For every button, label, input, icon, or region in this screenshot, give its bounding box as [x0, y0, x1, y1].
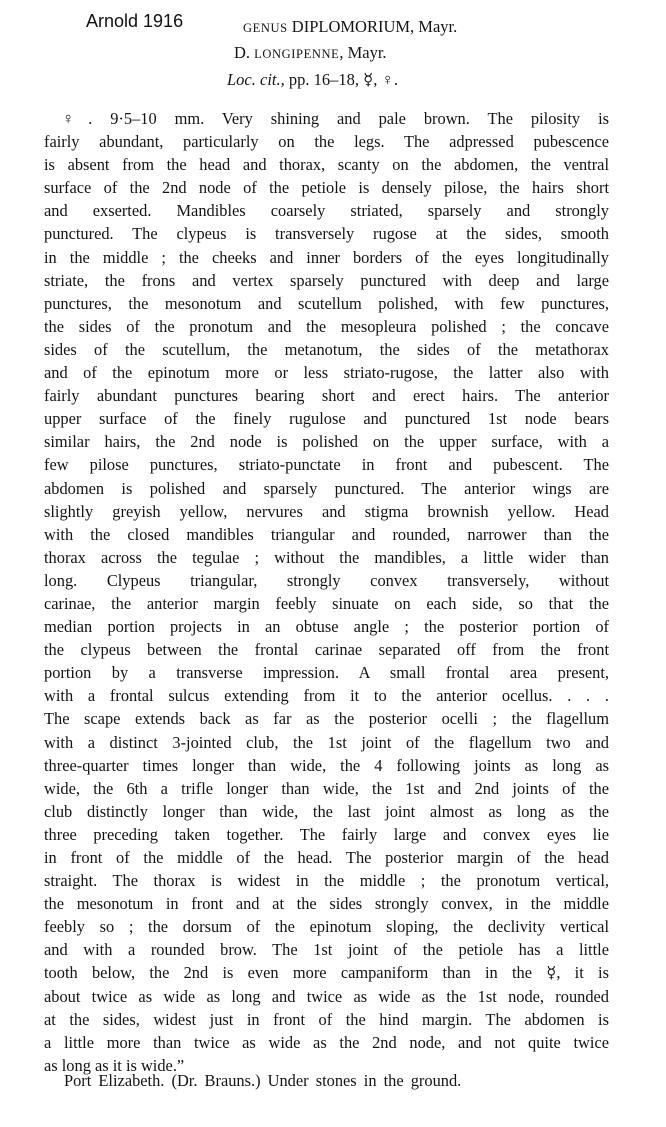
text-line: fairly abundant punctures bearing short and erect hairs. The anterior — [44, 386, 609, 406]
text-line: at the sides, widest just in front of the hind margin. The abdomen is — [44, 1009, 609, 1029]
species-author: , Mayr. — [339, 43, 387, 62]
text-line: median portion projects in an obtuse angle ; the posterior portion of — [44, 617, 609, 637]
text-line: slightly greyish yellow, nervures and stigma brownish yellow. Head — [44, 501, 609, 521]
loc-cit: Loc. cit., — [227, 70, 285, 89]
genus-prefix: GENUS — [243, 21, 288, 35]
source-label: Arnold 1916 — [86, 11, 184, 31]
text-line: long. Clypeus triangular, strongly convex transversely, without — [44, 570, 609, 590]
text-line: few pilose punctures, striato-punctate in front and pubescent. The — [44, 455, 609, 475]
genus-heading — [243, 17, 457, 37]
text-line: is absent from the head and thorax, scanty on the abdomen, the ventral — [44, 155, 609, 175]
text-line: tooth below, the 2nd is even more campaniform than in the ☿, it is — [44, 963, 609, 983]
loc-cit-line — [227, 70, 398, 90]
text-line: wide, the 6th a trifle longer than wide, the 1st and 2nd joints of the — [44, 778, 609, 798]
text-line: club distinctly longer than wide, the last joint almost as long as the — [44, 801, 609, 821]
text-line: as long as it is wide.” — [44, 1055, 185, 1075]
text-line: three-quarter times longer than wide, the 4 following joints as long as — [44, 755, 609, 775]
text-line: in the middle ; the cheeks and inner borders of the eyes longitudinally — [44, 247, 609, 267]
text-line: the clypeus between the frontal carinae separated off from the front — [44, 640, 609, 660]
text-line: and of the epinotum more or less striato-rugose, the latter also with — [44, 363, 609, 383]
text-line: with a frontal sulcus extending from it to the anterior ocellus. . . . — [44, 686, 609, 706]
text-line: portion by a transverse impression. A small frontal area present, — [44, 663, 609, 683]
loc-pages: pp. 16–18, ☿, ♀. — [284, 70, 399, 89]
text-line: similar hairs, the 2nd node is polished on the upper surface, with a — [44, 432, 609, 452]
text-line: three preceding taken together. The fairly large and convex eyes lie — [44, 824, 609, 844]
description-paragraph — [44, 107, 609, 1077]
locality-line: Port Elizabeth. (Dr. Brauns.) Under stones in the ground. — [64, 1071, 462, 1090]
text-line: and with a rounded brow. The 1st joint of the petiole has a little — [44, 940, 609, 960]
text-line: in front of the middle of the head. The posterior margin of the head — [44, 848, 609, 867]
text-line: about twice as wide as long and twice as wide as the 1st node, rounded — [44, 986, 609, 1006]
text-line: The scape extends back as far as the posterior ocelli ; the flagellum — [44, 709, 609, 729]
text-line: with a distinct 3-jointed club, the 1st joint of the flagellum two and — [44, 732, 609, 752]
text-line: carinae, the anterior margin feebly sinuate on each side, so that the — [44, 593, 609, 613]
species-heading — [234, 43, 387, 63]
text-line: straight. The thorax is widest in the middle ; the pronotum vertical, — [44, 871, 609, 891]
text-line: fairly abundant, particularly on the legs. The adpressed pubescence — [44, 132, 609, 152]
text-line: ♀. 9·5–10 mm. Very shining and pale brown. The pilosity is — [62, 109, 609, 128]
text-line: the sides of the pronotum and the mesopleura polished ; the concave — [44, 316, 609, 336]
text-line: striate, the frons and vertex sparsely punctured with deep and large — [44, 270, 609, 290]
text-line: upper surface of the finely rugulose and punctured 1st node bears — [44, 409, 609, 429]
text-line: abdomen is polished and sparsely punctured. The anterior wings are — [44, 478, 609, 498]
text-line: surface of the 2nd node of the petiole is densely pilose, the hairs short — [44, 178, 609, 198]
genus-name: DIPLOMORIUM, Mayr. — [291, 17, 458, 36]
species-epithet: LONGIPENNE — [254, 47, 340, 61]
text-line: punctures, the mesonotum and scutellum polished, with few punctures, — [44, 293, 609, 313]
text-line: thorax across the tegulae ; without the mandibles, a little wider than — [44, 547, 609, 567]
text-line: the mesonotum in front and at the sides strongly convex, in the middle — [44, 894, 609, 914]
text-line: sides of the scutellum, the metanotum, the sides of the metathorax — [44, 339, 609, 359]
text-line: with the closed mandibles triangular and rounded, narrower than the — [44, 524, 609, 544]
text-line: a little more than twice as wide as the 2nd node, and not quite twice — [44, 1032, 609, 1052]
text-line: punctured. The clypeus is transversely rugose at the sides, smooth — [44, 224, 609, 244]
text-line: feebly so ; the dorsum of the epinotum sloping, the declivity vertical — [44, 917, 609, 937]
text-line: and exserted. Mandibles coarsely striated, sparsely and strongly — [44, 201, 609, 221]
species-prefix: D. — [234, 43, 251, 62]
